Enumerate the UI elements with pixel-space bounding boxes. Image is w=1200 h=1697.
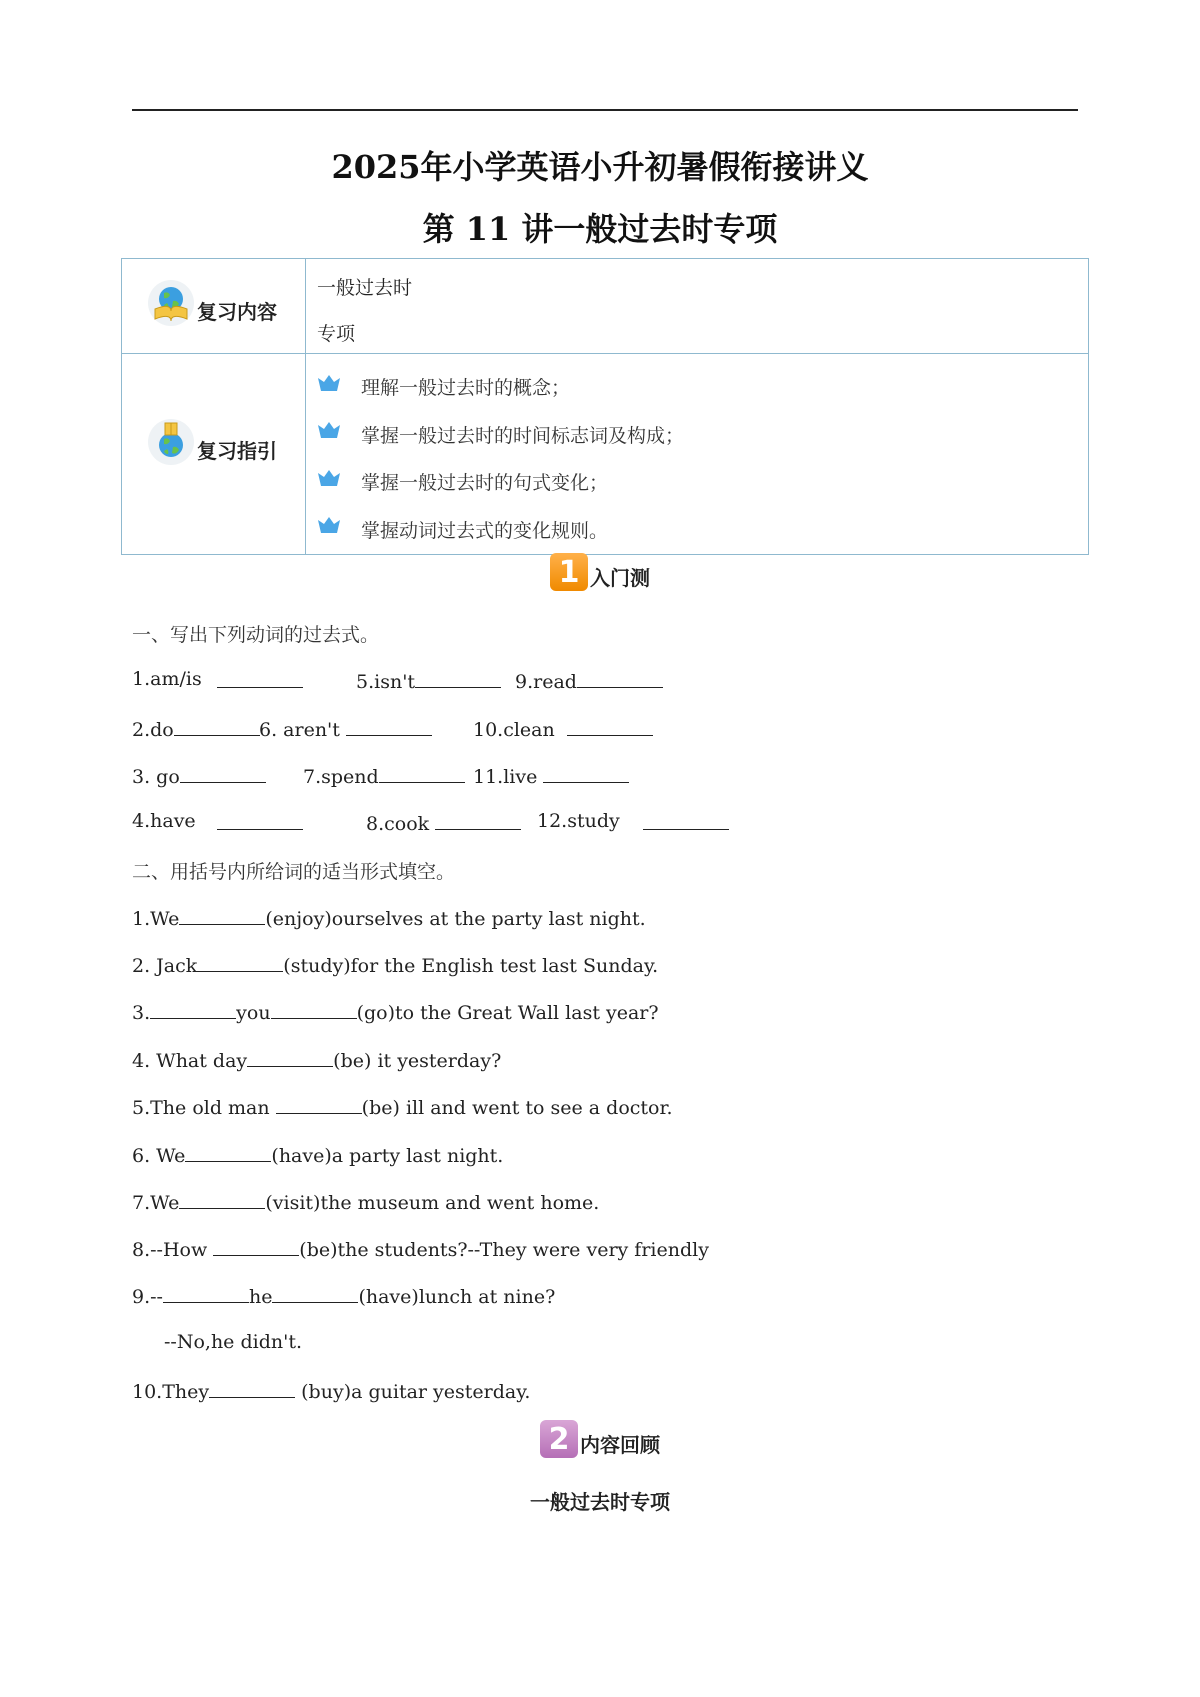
verb-item: 3. go <box>132 763 266 788</box>
guide-item <box>317 458 1087 506</box>
fill-in-question: 3. you (go)to the Great Wall last year? <box>132 999 659 1024</box>
answer-blank <box>150 999 236 1019</box>
answer-blank <box>271 999 357 1019</box>
verb-item: 12.study <box>537 810 620 832</box>
answer-blank <box>272 1283 358 1303</box>
fill-in-question: 2. Jack (study)for the English test last Sunday. <box>132 952 658 977</box>
lesson-title: 第 11 讲一般过去时专项 <box>422 210 778 248</box>
fill-in-question: 9.-- he (have)lunch at nine? <box>132 1283 555 1308</box>
guide-item-text: 掌握一般过去时的时间标志词及构成； <box>361 424 685 447</box>
review-content-line: 专项 <box>317 323 356 345</box>
fill-in-question: 7.We (visit)the museum and went home. <box>132 1189 599 1214</box>
answer-line: --No,he didn't. <box>164 1331 303 1353</box>
answer-blank <box>643 810 729 835</box>
answer-blank <box>346 716 432 736</box>
verb-item: 11.live <box>473 763 629 788</box>
review-guide-label-cell <box>122 354 306 555</box>
answer-blank <box>209 1378 295 1398</box>
fill-in-question: 10.They (buy)a guitar yesterday. <box>132 1378 530 1403</box>
fill-in-question: 4. What day (be) it yesterday? <box>132 1047 501 1072</box>
exercise-heading: 一、写出下列动词的过去式。 <box>132 624 380 646</box>
verb-item: 6. aren't <box>259 716 432 741</box>
exercise-heading: 二、用括号内所给词的适当形式填空。 <box>132 861 456 883</box>
answer-blank <box>174 716 260 736</box>
answer-blank <box>379 763 465 783</box>
verb-item: 2.do <box>132 716 260 741</box>
crown-bullet-icon <box>317 420 341 440</box>
globe-book-icon <box>147 279 195 327</box>
guide-list <box>317 363 1087 553</box>
section-heading-review <box>0 1420 1200 1458</box>
header-rule <box>132 109 1078 111</box>
verb-item: 1.am/is <box>132 668 202 690</box>
answer-blank <box>217 810 303 835</box>
fill-in-question: 8.--How (be)the students?--They were very friendly <box>132 1236 709 1261</box>
answer-blank <box>185 1142 271 1162</box>
answer-blank <box>435 810 521 830</box>
fill-in-question: 6. We (have)a party last night. <box>132 1142 503 1167</box>
section-subtitle: 一般过去时专项 <box>530 1490 670 1514</box>
answer-blank <box>217 668 303 693</box>
answer-blank <box>567 716 653 736</box>
review-content-line: 一般过去时 <box>317 277 413 299</box>
answer-blank <box>415 668 501 688</box>
fill-in-question: 1.We (enjoy)ourselves at the party last night. <box>132 905 646 930</box>
crown-bullet-icon <box>317 373 341 393</box>
guide-item <box>317 411 1087 459</box>
section-heading-entry-test <box>0 553 1200 591</box>
verb-item: 5.isn't <box>356 668 501 693</box>
answer-blank <box>180 763 266 783</box>
answer-blank <box>276 1094 362 1114</box>
document-title: 2025年小学英语小升初暑假衔接讲义 <box>331 148 869 186</box>
answer-blank <box>163 1283 249 1303</box>
section-title: 内容回顾 <box>580 1433 660 1457</box>
answer-blank <box>247 1047 333 1067</box>
fill-in-question: 5.The old man (be) ill and went to see a doctor. <box>132 1094 673 1119</box>
crown-bullet-icon <box>317 468 341 488</box>
verb-item: 9.read <box>515 668 663 693</box>
verb-item: 10.clean <box>473 716 653 741</box>
verb-item: 7.spend <box>303 763 465 788</box>
answer-blank <box>179 905 265 925</box>
number-badge: 2 <box>540 1420 578 1458</box>
answer-blank <box>577 668 663 688</box>
verb-item: 4.have <box>132 810 196 832</box>
review-content-label: 复习内容 <box>197 300 277 324</box>
guide-item-text: 掌握一般过去时的句式变化； <box>361 472 609 495</box>
number-badge: 1 <box>550 553 588 591</box>
review-content-cell <box>306 259 1089 354</box>
review-table <box>121 258 1089 555</box>
guide-item-text: 理解一般过去时的概念； <box>361 377 571 400</box>
guide-item <box>317 363 1087 411</box>
review-guide-label: 复习指引 <box>197 439 277 463</box>
verb-item: 8.cook <box>366 810 521 835</box>
answer-blank <box>213 1236 299 1256</box>
answer-blank <box>543 763 629 783</box>
globe-book-icon <box>147 418 195 466</box>
review-content-label-cell <box>122 259 306 354</box>
answer-blank <box>197 952 283 972</box>
guide-item-text: 掌握动词过去式的变化规则。 <box>361 519 609 542</box>
section-title: 入门测 <box>590 566 650 590</box>
review-guide-cell <box>306 354 1089 555</box>
guide-item <box>317 506 1087 554</box>
crown-bullet-icon <box>317 515 341 535</box>
answer-blank <box>179 1189 265 1209</box>
